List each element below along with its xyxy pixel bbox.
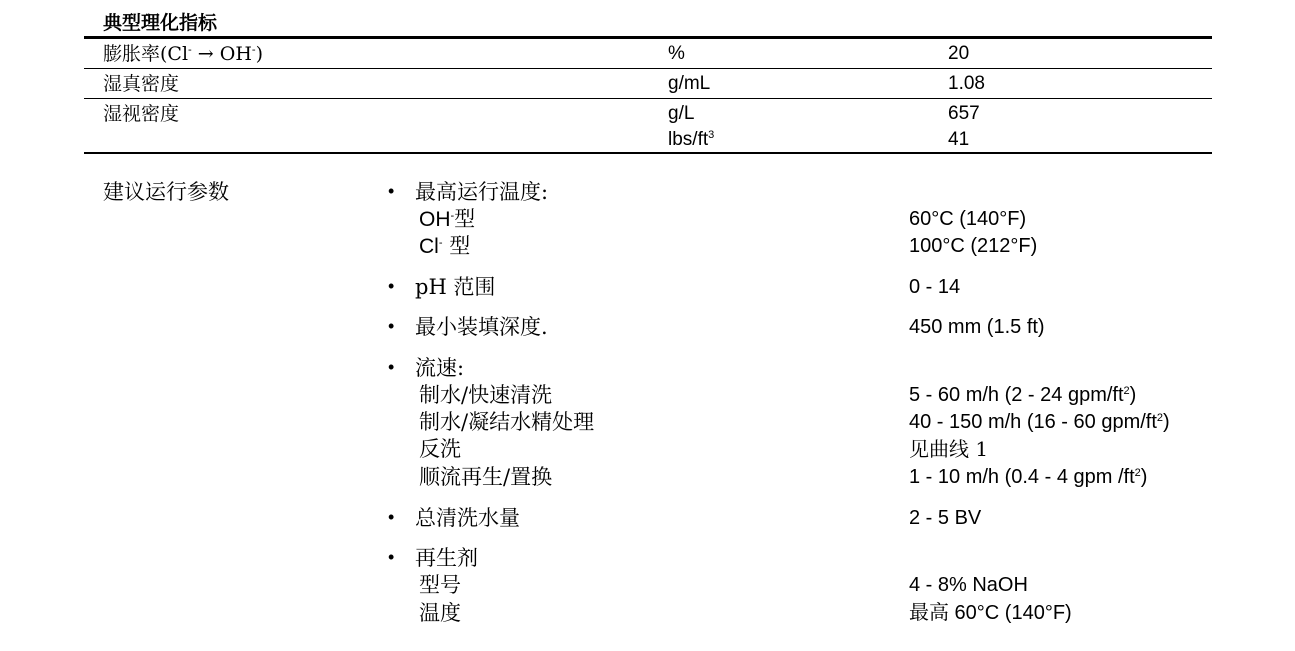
flow-label-regeneration: 顺流再生/置换 xyxy=(419,465,553,489)
bullet-icon: • xyxy=(388,181,395,201)
flow-value-service: 5 - 60 m/h (2 - 24 gpm/$ft^2$) xyxy=(909,384,1137,406)
property-value: 1.08 xyxy=(948,73,985,94)
regenerant-temp-value: 最高 60°C (140°F) xyxy=(909,602,1072,624)
operating-params-label: 建议运行参数 xyxy=(103,180,229,204)
flow-label-service: 制水/快速清洗 xyxy=(419,383,553,407)
regenerant-type-label: 型号 xyxy=(419,573,461,597)
row-divider xyxy=(84,68,1212,69)
property-unit: % xyxy=(668,43,685,64)
rinse-title: 总清洗水量 xyxy=(415,506,520,530)
section-title: 典型理化指标 xyxy=(103,12,218,34)
bullet-icon: • xyxy=(388,276,395,296)
property-value: 657 xyxy=(948,103,980,124)
rinse-value: 2 - 5 BV xyxy=(909,507,982,529)
max-temp-oh-label: OH-型 xyxy=(419,207,476,231)
ph-range-value: 0 - 14 xyxy=(909,276,961,298)
property-name-expansion: 膨胀率(Cl- → OH-) xyxy=(103,43,264,65)
property-name-bulk-density: 湿视密度 xyxy=(103,103,180,125)
top-rule xyxy=(84,36,1212,39)
max-temp-cl-label: Cl- 型 xyxy=(419,234,471,258)
bullet-icon: • xyxy=(388,357,395,377)
bullet-icon: • xyxy=(388,507,395,527)
regenerant-type-value: 4 - 8% NaOH xyxy=(909,574,1028,596)
max-temp-oh-value: 60°C (140°F) xyxy=(909,208,1027,230)
property-unit: g/mL xyxy=(668,73,711,94)
bullet-icon: • xyxy=(388,316,395,336)
flow-value-regeneration: 1 - 10 m/h (0.4 - 4 gpm $/ft^2$) xyxy=(909,466,1148,488)
max-temp-cl-value: 100°C (212°F) xyxy=(909,235,1038,257)
min-depth-value: 450 mm (1.5 ft) xyxy=(909,316,1045,338)
row-divider xyxy=(84,98,1212,99)
min-depth-title: 最小装填深度. xyxy=(415,315,548,339)
regenerant-temp-label: 温度 xyxy=(419,601,461,625)
regenerant-title: 再生剂 xyxy=(415,546,478,570)
ph-range-title: pH 范围 xyxy=(415,275,496,299)
property-name-true-density: 湿真密度 xyxy=(103,73,180,95)
property-unit: g/L xyxy=(668,103,695,124)
property-unit-imperial: lbs/$ft^3$ xyxy=(668,129,715,150)
max-temp-title: 最高运行温度: xyxy=(415,180,549,204)
flow-title: 流速: xyxy=(415,356,465,380)
flow-label-condensate: 制水/凝结水精处理 xyxy=(419,410,595,434)
flow-value-condensate: 40 - 150 m/h (16 - 60 gpm/$ft^2$) xyxy=(909,411,1170,433)
property-value: 20 xyxy=(948,43,970,64)
bullet-icon: • xyxy=(388,547,395,567)
flow-value-backwash: 见曲线 1 xyxy=(909,437,989,461)
bottom-rule xyxy=(84,152,1212,154)
flow-label-backwash: 反洗 xyxy=(419,437,461,461)
property-value-imperial: 41 xyxy=(948,129,970,150)
